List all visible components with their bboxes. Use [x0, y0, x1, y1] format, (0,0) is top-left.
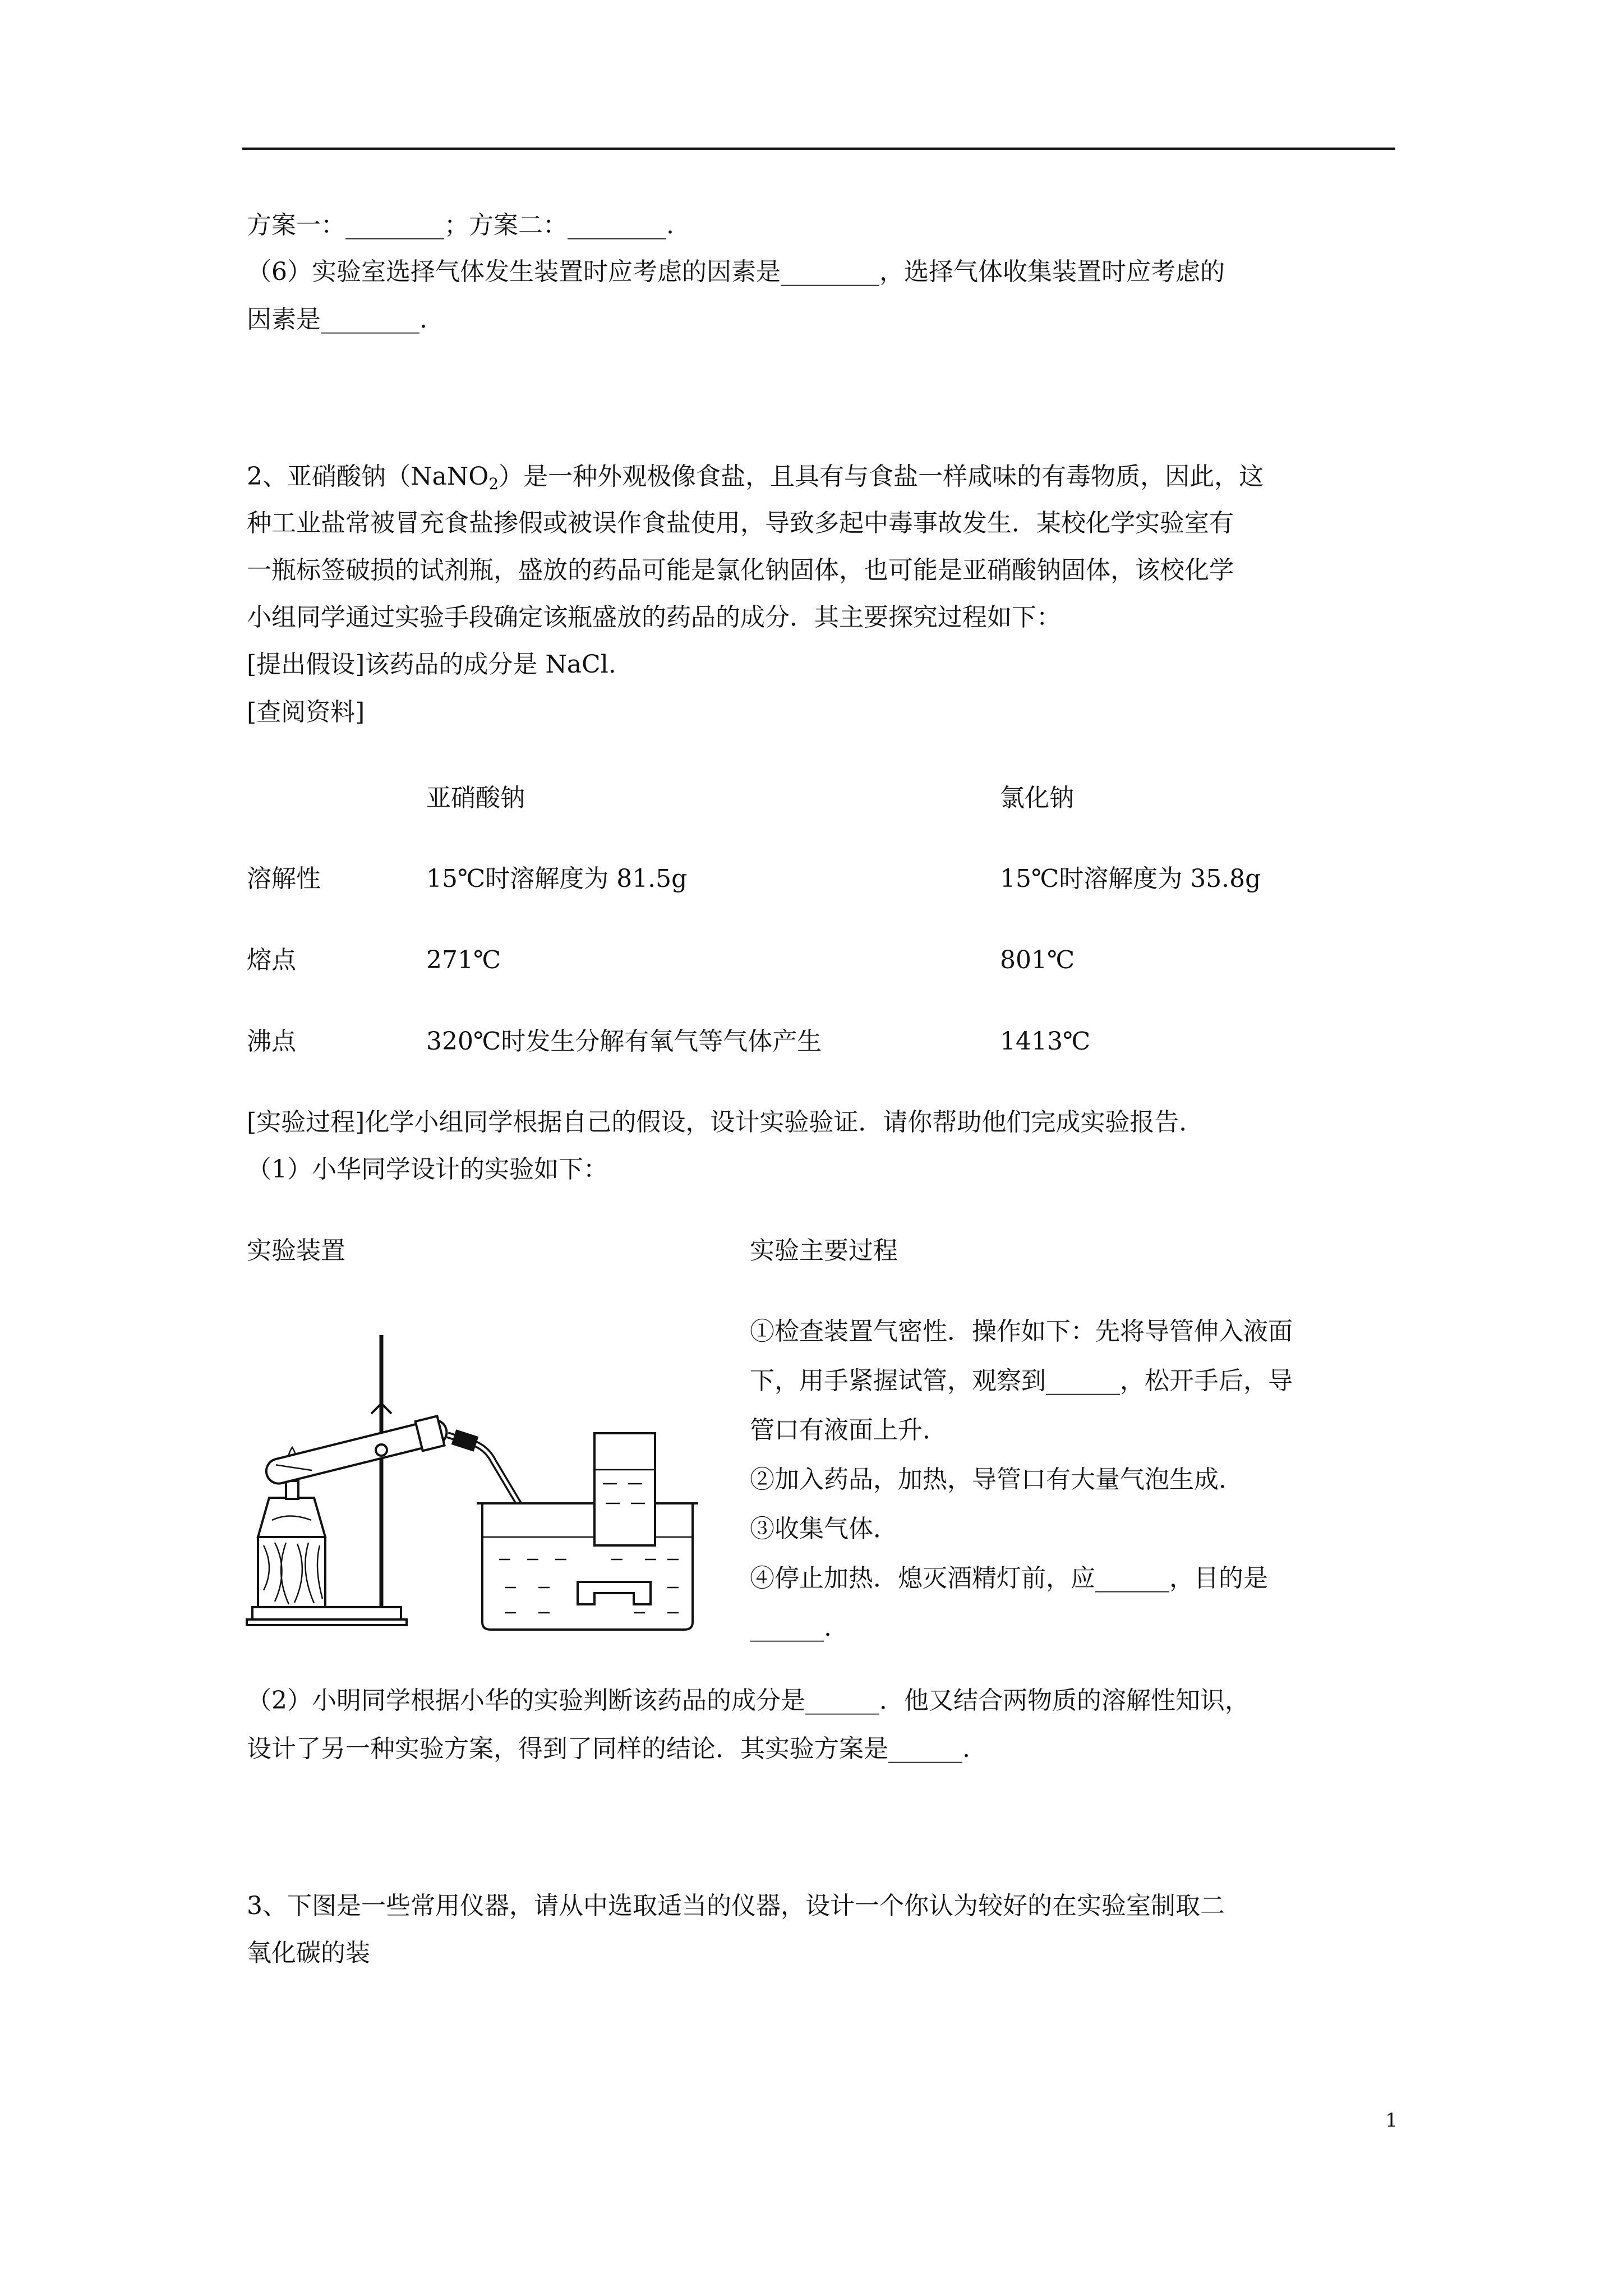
table-cell: 320℃时发生分解有氧气等气体产生: [426, 1027, 822, 1056]
table-cell: 15℃时溶解度为 81.5g: [426, 864, 688, 893]
table-header-nacl: 氯化钠: [1000, 784, 1074, 812]
q3-line2: 氧化碳的装: [247, 1939, 370, 1967]
table-row-label: 溶解性: [247, 864, 321, 893]
table-cell: 271℃: [426, 946, 501, 974]
step-line: 下，用手紧握试管，观察到______，松开手后，导: [750, 1366, 1293, 1395]
step-line: 管口有液面上升．: [750, 1416, 947, 1444]
q2-hypothesis: [提出假设]该药品的成分是 NaCl.: [247, 650, 616, 679]
q2-sub2-line2: 设计了另一种实验方案，得到了同样的结论．其实验方案是______.: [247, 1734, 970, 1763]
table-row-label: 沸点: [247, 1027, 296, 1056]
q3-line1: 3、下图是一些常用仪器，请从中选取适当的仪器，设计一个你认为较好的在实验室制取二: [247, 1892, 1225, 1920]
gas-jar: [594, 1433, 655, 1545]
col-header-process: 实验主要过程: [750, 1236, 898, 1265]
alcohol-lamp: [258, 1498, 325, 1537]
col-header-device: 实验装置: [247, 1236, 345, 1265]
stand-base: [252, 1607, 401, 1619]
q1-part6-line2: 因素是________.: [247, 305, 427, 334]
wood-block: [258, 1537, 325, 1607]
q2-intro-line4: 小组同学通过实验手段确定该瓶盛放的药品的成分．其主要探究过程如下：: [247, 603, 1061, 632]
step-line: ①检查装置气密性．操作如下：先将导管伸入液面: [750, 1317, 1293, 1346]
step-line: ③收集气体．: [750, 1515, 898, 1543]
table-cell: 1413℃: [1000, 1027, 1091, 1056]
q2-lookup-label: [查阅资料]: [247, 698, 365, 726]
q1-schemes-line: 方案一：________；方案二：________.: [247, 211, 674, 240]
table-header-nano2: 亚硝酸钠: [426, 784, 525, 812]
q2-intro-line2: 种工业盐常被冒充食盐掺假或被误作食盐使用，导致多起中毒事故发生．某校化学实验室有: [247, 509, 1234, 537]
table-row-label: 熔点: [247, 946, 296, 974]
q2-sub2-line1: （2）小明同学根据小华的实验判断该药品的成分是______．他又结合两物质的溶解性知识，: [247, 1686, 1249, 1715]
water-trough: [482, 1503, 693, 1630]
test-tube: [263, 1415, 450, 1489]
header-rule: [242, 148, 1395, 150]
lab-apparatus-diagram: [241, 1324, 735, 1638]
q1-part6-line1: （6）实验室选择气体发生装置时应考虑的因素是________，选择气体收集装置时应考虑的: [247, 257, 1225, 286]
q2-sub1: （1）小华同学设计的实验如下：: [247, 1155, 608, 1184]
table-cell: 801℃: [1000, 946, 1075, 974]
step-line: ②加入药品，加热，导管口有大量气泡生成．: [750, 1465, 1243, 1494]
q2-intro-line3: 一瓶标签破损的试剂瓶，盛放的药品可能是氯化钠固体，也可能是亚硝酸钠固体，该校化学: [247, 556, 1234, 585]
q2-intro-line1: 2、亚硝酸钠（NaNO$_2$）是一种外观极像食盐，且具有与食盐一样咸味的有毒物质，因此，这: [247, 462, 1264, 493]
q2-process-intro: [实验过程]化学小组同学根据自己的假设，设计实验验证．请你帮助他们完成实验报告．: [247, 1108, 1204, 1137]
page-number: 1: [1385, 2109, 1398, 2132]
step-line: ④停止加热．熄灭酒精灯前，应______，目的是: [750, 1564, 1268, 1593]
table-cell: 15℃时溶解度为 35.8g: [1000, 864, 1261, 893]
step-line: ______.: [750, 1613, 832, 1642]
